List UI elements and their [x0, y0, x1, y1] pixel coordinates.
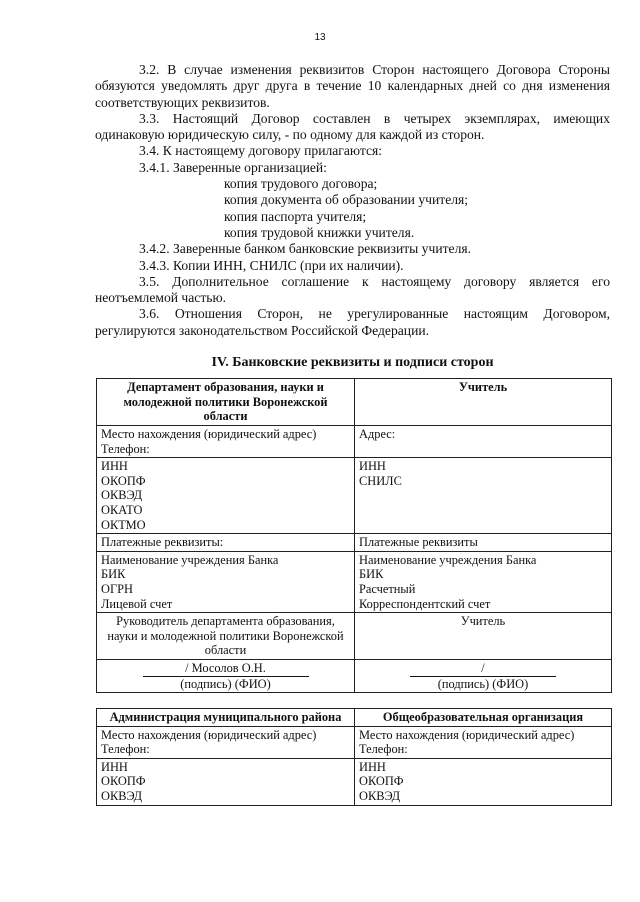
- table-row: [97, 534, 612, 552]
- teacher-bank: Наименование учреждения Банка БИК Расчетный Корреспондентский счет: [355, 551, 612, 612]
- table-row: [97, 726, 612, 758]
- table-row: [97, 758, 612, 805]
- organizations-table: [96, 708, 612, 806]
- teacher-header: Учитель: [355, 379, 612, 426]
- teacher-signature: [355, 659, 612, 692]
- signature-caption: (подпись) (ФИО): [180, 676, 271, 691]
- section-title: IV. Банковские реквизиты и подписи сторон: [211, 355, 494, 370]
- contract-text: [95, 62, 610, 339]
- signature-line: [143, 661, 309, 677]
- list-item: копия трудовой книжки учителя.: [224, 224, 415, 240]
- clause-3-4: 3.4. К настоящему договору прилагаются:: [139, 143, 383, 159]
- department-bank: Наименование учреждения Банка БИК ОГРН Лицевой счет: [97, 551, 355, 612]
- department-signer: Руководитель департамента образования, науки и молодежной политики Воронежской области: [97, 613, 355, 660]
- department-address: Место нахождения (юридический адрес) Телефон:: [97, 426, 355, 458]
- table-row: [97, 379, 612, 426]
- page-number: 13: [314, 32, 326, 43]
- requisites-table: [96, 378, 612, 693]
- teacher-payment-label: Платежные реквизиты: [355, 534, 612, 552]
- administration-header: Администрация муниципального района: [97, 709, 355, 727]
- list-item: копия документа об образовании учителя;: [224, 192, 469, 208]
- school-codes: ИНН ОКОПФ ОКВЭД: [355, 758, 612, 805]
- table-row: [97, 659, 612, 692]
- table-row: [97, 613, 612, 660]
- department-signature: [97, 659, 355, 692]
- table-row: [97, 709, 612, 727]
- clause-3-4-3: 3.4.3. Копии ИНН, СНИЛС (при их наличии).: [139, 257, 404, 273]
- school-header: Общеобразовательная организация: [355, 709, 612, 727]
- teacher-codes: ИНН СНИЛС: [355, 458, 612, 534]
- teacher-address: Адрес:: [355, 426, 612, 458]
- administration-codes: ИНН ОКОПФ ОКВЭД: [97, 758, 355, 805]
- list-item: копия трудового договора;: [224, 176, 378, 192]
- list-item: копия паспорта учителя;: [224, 208, 367, 224]
- administration-address: Место нахождения (юридический адрес) Телефон:: [97, 726, 355, 758]
- clause-3-2: 3.2. В случае изменения реквизитов Сторон настоящего Договора Стороны обязуются уведомлять друг друга в течение 10 календарных дней со дня изменения соответствующих реквизитов.: [95, 62, 610, 110]
- signer-name: /: [481, 660, 485, 675]
- clause-3-3: 3.3. Настоящий Договор составлен в четырех экземплярах, имеющих одинаковую юридическую силу, - по одному для каждой из сторон.: [95, 110, 610, 143]
- signature-caption: (подпись) (ФИО): [437, 676, 529, 691]
- department-codes: ИНН ОКОПФ ОКВЭД ОКАТО ОКТМО: [97, 458, 355, 534]
- clause-3-4-1: 3.4.1. Заверенные организацией:: [139, 159, 327, 175]
- clause-3-4-2: 3.4.2. Заверенные банком банковские реквизиты учителя.: [139, 241, 472, 257]
- department-header: Департамент образования, науки и молодежной политики Воронежской области: [97, 379, 355, 426]
- teacher-signer: Учитель: [355, 613, 612, 660]
- signer-name: / Мосолов О.Н.: [185, 660, 266, 675]
- table-row: [97, 551, 612, 612]
- table-row: [97, 458, 612, 534]
- department-payment-label: Платежные реквизиты:: [97, 534, 355, 552]
- clause-3-5: 3.5. Дополнительное соглашение к настоящему договору является его неотъемлемой частью.: [95, 273, 610, 306]
- attachments-list: [95, 176, 610, 241]
- clause-3-6: 3.6. Отношения Сторон, не урегулированные настоящим Договором, регулируются законодательством Российской Федерации.: [95, 306, 610, 338]
- table-row: [97, 426, 612, 458]
- school-address: Место нахождения (юридический адрес) Телефон:: [355, 726, 612, 758]
- signature-line: [410, 661, 556, 677]
